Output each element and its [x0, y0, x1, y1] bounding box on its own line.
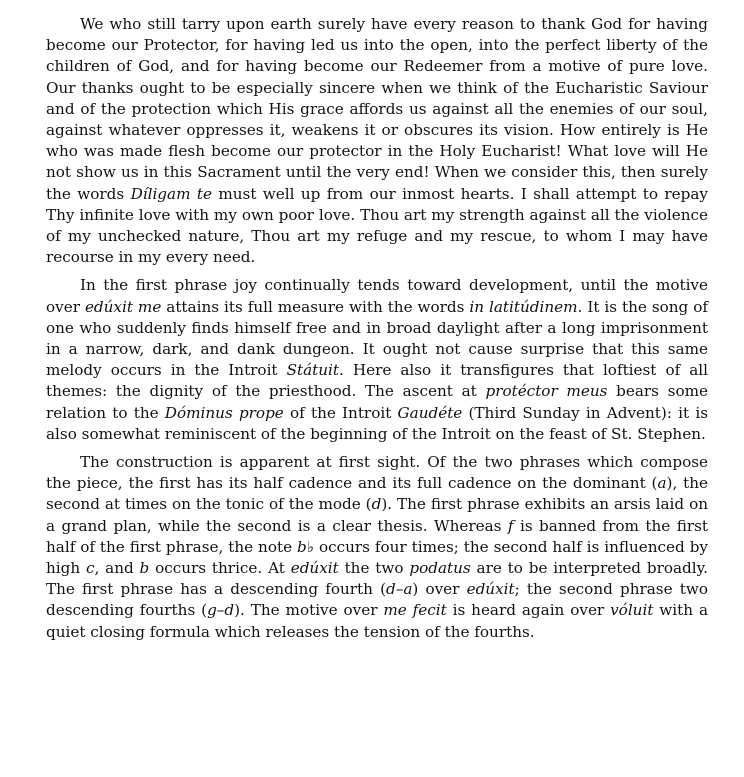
text-run: , and: [94, 559, 140, 578]
italic-term: d: [371, 495, 382, 514]
italic-term: g–d: [207, 601, 235, 620]
paragraph-3: [46, 452, 708, 643]
text-run: with a quiet closing formula which releases the tension of the fourths.: [46, 601, 708, 641]
italic-term: d–a: [386, 580, 413, 599]
text-run: . It is the song of one who suddenly finds himself free and in broad daylight after a long imprisonment in a narrow, dark, and dank dungeon. It ought not cause surprise that this same melody occurs in the Introit: [46, 297, 708, 380]
text-run: ) over: [412, 580, 467, 599]
text-run: must well up from our inmost hearts. I shall attempt to repay Thy infinite love with my own poor love. Thou art my strength against all the violence of my unchecked nature, Thou art my refuge and my rescue, to whom I may have recourse in my every need.: [46, 184, 708, 267]
text-run: of the Introit: [283, 403, 398, 422]
italic-term: edúxit: [290, 559, 339, 578]
italic-term: f: [507, 516, 514, 535]
text-run: is banned from the first half of the first phrase, the note: [46, 516, 708, 556]
italic-term: me fecit: [383, 601, 447, 620]
italic-term: edúxit: [466, 580, 515, 599]
italic-term: edúxit me: [84, 297, 162, 316]
paragraph-1: [46, 14, 708, 268]
italic-term: protéctor meus: [485, 382, 608, 401]
italic-term: b: [139, 559, 150, 578]
italic-term: in latitúdinem: [469, 297, 578, 316]
italic-term: Díligam te: [130, 184, 212, 203]
italic-term: Gaudéte: [397, 403, 463, 422]
text-run: occurs thrice. At: [149, 559, 291, 578]
italic-term: c: [85, 559, 95, 578]
italic-term: podatus: [409, 559, 471, 578]
text-run: ; the second phrase two descending fourths (: [46, 580, 708, 620]
italic-term: Dóminus prope: [164, 403, 284, 422]
italic-term: Státuit: [286, 361, 339, 380]
text-run: We who still tarry upon earth surely have every reason to thank God for having become our Protector, for having led us into the open, into the perfect liberty of the children of God, and for having become our Redeemer from a motive of pure love. Our thanks ought to be especially sincere when we think of the Eucharistic Saviour and of the protection which His grace affords us against all the enemies of our soul, against whatever oppresses it, weakens it or obscures its vision. How entirely is He who was made flesh become our protector in the Holy Eucharist! What love will He not show us in this Sacrament until the very end! When we consider this, then surely the words: [46, 15, 708, 203]
text-run: is heard again over: [446, 601, 611, 620]
text-run: (Third Sunday in Advent): it is also somewhat reminiscent of the beginning of the Introit on the feast of St. Stephen.: [46, 403, 708, 443]
text-run: ), the second at times on the tonic of the mode (: [46, 474, 709, 514]
text-run: . Here also it transfigures that loftiest of all themes: the dignity of the priesthood. The ascent at: [46, 361, 708, 401]
text-run: attains its full measure with the words: [161, 297, 470, 316]
italic-term: vóluit: [610, 601, 654, 620]
italic-term: a: [657, 474, 667, 493]
text-run: The construction is apparent at first sight. Of the two phrases which compose the piece, the first has its half cadence and its full cadence on the dominant (: [46, 453, 708, 493]
paragraph-2: [46, 275, 708, 445]
text-run: occurs four times; the second half is influenced by high: [46, 537, 708, 578]
text-run: the two: [338, 559, 410, 578]
text-run: In the first phrase joy continually tends toward development, until the motive over: [46, 276, 708, 316]
text-run: ). The motive over: [234, 601, 384, 620]
text-run: ). The first phrase exhibits an arsis laid on a grand plan, while the second is a clear thesis. Whereas: [46, 495, 708, 535]
text-run: are to be interpreted broadly. The first phrase has a descending fourth (: [46, 559, 709, 599]
italic-term: b♭: [296, 537, 315, 556]
text-run: bears some relation to the: [46, 382, 708, 422]
